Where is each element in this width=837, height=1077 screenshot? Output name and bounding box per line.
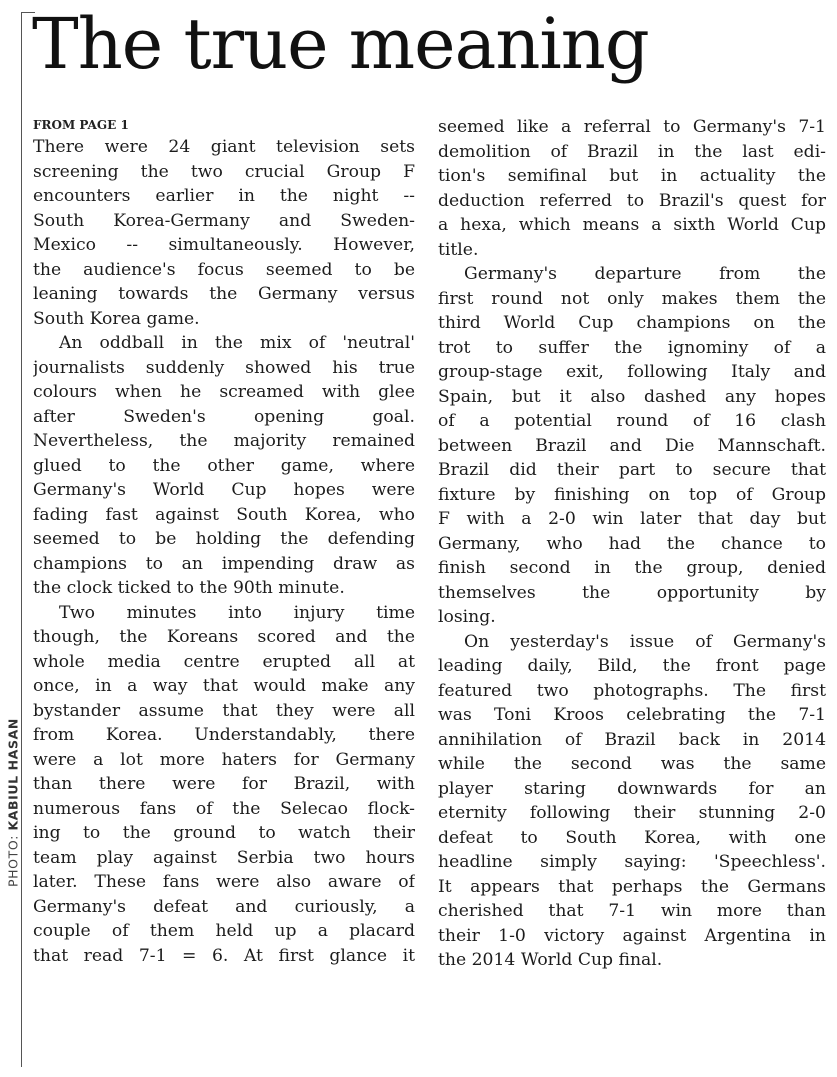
text-line: after Sweden's opening goal. — [33, 406, 415, 427]
text-line: couple of them held up a placard — [33, 921, 415, 941]
text-line: headline simply saying: 'Speechless'. — [438, 852, 826, 872]
article-column-right — [438, 115, 826, 973]
text-line: a hexa, which means a sixth World Cup — [438, 215, 826, 235]
text-line: journalists suddenly showed his true — [33, 357, 415, 378]
text-line: F with a 2-0 win later that day but — [438, 509, 826, 529]
text-line: South Korea-Germany and Sweden- — [33, 210, 415, 231]
text-line: was Toni Kroos celebrating the 7-1 — [438, 705, 826, 725]
text-line: finish second in the group, denied — [438, 558, 826, 578]
text-line: losing. — [438, 607, 496, 627]
text-line: Germany's departure from the — [464, 264, 826, 284]
text-line: while the second was the same — [438, 754, 826, 774]
text-line: Germany's World Cup hopes were — [33, 480, 415, 500]
text-line: ing to the ground to watch their — [33, 823, 415, 843]
text-line: third World Cup champions on the — [438, 313, 826, 333]
text-line: bystander assume that they were all — [33, 700, 415, 721]
photo-credit-name: KABIUL HASAN — [5, 718, 21, 831]
text-line: later. These fans were also aware of — [33, 872, 415, 892]
text-line: annihilation of Brazil back in 2014 — [438, 729, 826, 750]
text-line: Mexico -- simultaneously. However, — [33, 235, 415, 255]
text-line: cherished that 7-1 win more than — [438, 901, 826, 921]
column-rule — [21, 12, 22, 1067]
text-line: from Korea. Understandably, there — [33, 725, 415, 745]
text-line: glued to the other game, where — [33, 455, 415, 476]
text-line: first round not only makes them the — [438, 288, 826, 309]
text-line: defeat to South Korea, with one — [438, 827, 826, 848]
text-line: fading fast against South Korea, who — [33, 504, 415, 525]
article-column-left — [33, 117, 415, 968]
text-line: group-stage exit, following Italy and — [438, 362, 826, 382]
text-line: that read 7-1 = 6. At first glance it — [33, 945, 415, 966]
text-line: were a lot more haters for Germany — [33, 749, 415, 770]
right-column-body — [438, 115, 826, 973]
text-line: trot to suffer the ignominy of a — [438, 337, 826, 358]
text-line: On yesterday's issue of Germany's — [464, 631, 826, 652]
text-line: the 2014 World Cup final. — [438, 950, 663, 970]
text-line: player staring downwards for an — [438, 778, 826, 799]
text-line: between Brazil and Die Mannschaft. — [438, 435, 826, 456]
text-line: It appears that perhaps the Germans — [438, 876, 826, 897]
text-line: fixture by finishing on top of Group — [438, 484, 826, 505]
kicker: FROM PAGE 1 — [33, 118, 129, 132]
text-line: whole media centre erupted all at — [33, 651, 415, 672]
text-line: Brazil did their part to secure that — [438, 460, 826, 480]
text-line: deduction referred to Brazil's quest for — [438, 190, 826, 211]
text-line: numerous fans of the Selecao flock- — [33, 798, 415, 819]
text-line: leading daily, Bild, the front page — [438, 656, 826, 676]
text-line: Nevertheless, the majority remained — [33, 431, 415, 451]
text-line: their 1-0 victory against Argentina in — [438, 925, 826, 946]
text-line: once, in a way that would make any — [33, 676, 415, 696]
text-line: though, the Koreans scored and the — [33, 627, 415, 647]
text-line: tion's semifinal but in actuality the — [438, 166, 826, 186]
text-line: seemed like a referral to Germany's 7-1 — [438, 117, 826, 137]
text-line: title. — [438, 239, 479, 260]
headline: The true meaning — [32, 3, 649, 85]
text-line: themselves the opportunity by — [438, 582, 826, 603]
photo-credit-label: PHOTO: — [5, 835, 21, 887]
text-line: Germany's defeat and curiously, a — [33, 896, 415, 917]
text-line: screening the two crucial Group F — [33, 161, 415, 182]
text-line: Germany, who had the chance to — [438, 533, 826, 554]
photo-credit — [6, 718, 21, 888]
text-line: South Korea game. — [33, 308, 200, 329]
text-line: An oddball in the mix of 'neutral' — [59, 333, 415, 353]
text-line: featured two photographs. The first — [438, 680, 826, 701]
text-line: leaning towards the Germany versus — [33, 284, 415, 304]
text-line: encounters earlier in the night -- — [33, 186, 415, 206]
text-line: There were 24 giant television sets — [33, 137, 415, 157]
text-line: of a potential round of 16 clash — [438, 411, 826, 431]
text-line: the audience's focus seemed to be — [33, 259, 415, 280]
text-line: team play against Serbia two hours — [33, 847, 415, 868]
text-line: colours when he screamed with glee — [33, 382, 415, 402]
left-column-body — [33, 135, 415, 968]
text-line: Spain, but it also dashed any hopes — [438, 386, 826, 407]
text-line: than there were for Brazil, with — [33, 774, 415, 794]
text-line: champions to an impending draw as — [33, 553, 415, 574]
text-line: the clock ticked to the 90th minute. — [33, 578, 345, 598]
text-line: seemed to be holding the defending — [33, 529, 415, 549]
text-line: Two minutes into injury time — [59, 602, 415, 623]
text-line: eternity following their stunning 2-0 — [438, 803, 826, 823]
text-line: demolition of Brazil in the last edi- — [438, 141, 826, 162]
